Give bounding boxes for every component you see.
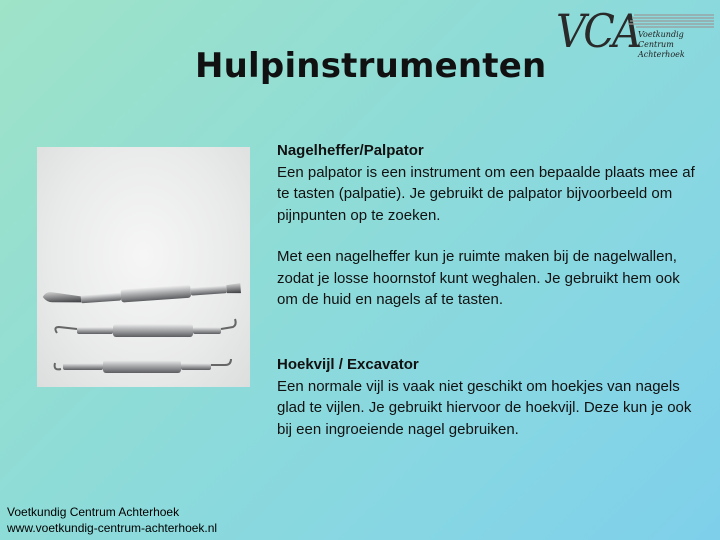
- section-heading-excavator: Hoekvijl / Excavator: [277, 356, 419, 373]
- logo-subtitle: [638, 30, 718, 60]
- instrument-nail-lifter: [42, 279, 241, 308]
- instrument-palpator: [55, 319, 235, 337]
- logo-stripes: [628, 14, 716, 30]
- instruments-photo: [37, 147, 250, 387]
- footer-organization: Voetkundig Centrum Achterhoek: [7, 505, 180, 519]
- text-block-excavator: [277, 354, 697, 440]
- text-block-palpator: [277, 140, 697, 226]
- section-text-palpator: Een palpator is een instrument om een bepaalde plaats mee af te tasten (palpatie). Je gebruikt de palpator bijvoorbeeld om pijnpunten op te zoeken.: [277, 163, 695, 224]
- text-block-nail-lifter: [277, 246, 697, 311]
- logo-subtitle-line2: Achterhoek: [638, 50, 685, 59]
- footer: [7, 504, 217, 536]
- section-text-excavator: Een normale vijl is vaak niet geschikt om hoekjes van nagels glad te vijlen. Je gebruikt hiervoor de hoekvijl. Deze kun je ook bij een ingroeiende nagel gebruiken.: [277, 377, 692, 438]
- section-text-nail-lifter: Met een nagelheffer kun je ruimte maken bij de nagelwallen, zodat je losse hoornstof kunt weghalen. Je gebruikt hem ook om de huid en nagels af te tasten.: [277, 248, 680, 309]
- slide-title: Hulpinstrumenten: [195, 46, 547, 86]
- instruments-illustration: [37, 147, 250, 387]
- logo-subtitle-line1: Voetkundig Centrum: [638, 30, 684, 49]
- section-heading-palpator: Nagelheffer/Palpator: [277, 142, 424, 159]
- vca-logo: [556, 4, 716, 59]
- footer-url: www.voetkundig-centrum-achterhoek.nl: [7, 521, 218, 535]
- instrument-excavator: [55, 359, 231, 373]
- logo-letters: VCA: [556, 4, 640, 58]
